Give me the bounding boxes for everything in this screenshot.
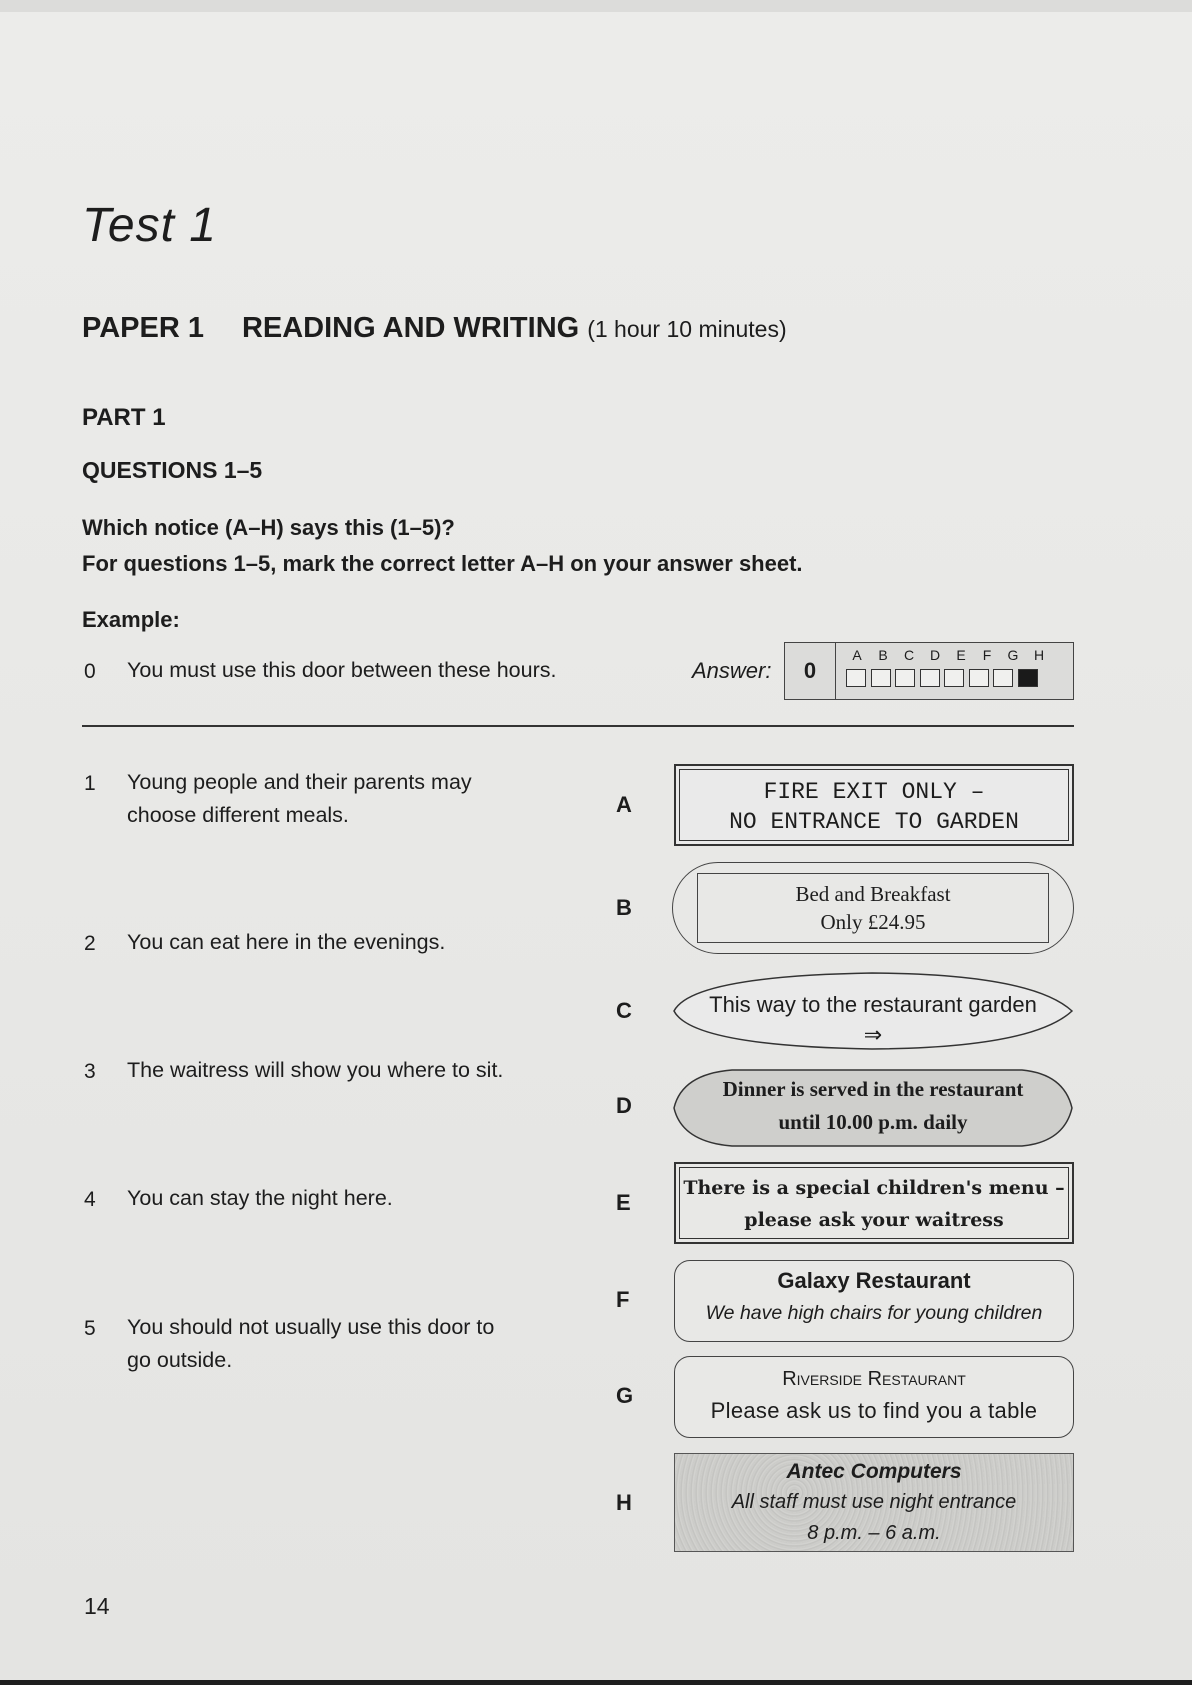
notice-b	[672, 862, 1074, 954]
answer-letter-h: H	[1033, 647, 1045, 663]
notice-letter-g: G	[616, 1383, 634, 1408]
answer-box-h-marked[interactable]	[1018, 669, 1038, 687]
notice-letter-f: F	[616, 1287, 630, 1312]
notice-b-line-2: Only £24.95	[820, 910, 926, 934]
question-5-text	[127, 1311, 494, 1377]
paper-duration: (1 hour 10 minutes)	[587, 316, 787, 342]
notice-a	[674, 764, 1074, 846]
paper-number: PAPER 1	[82, 312, 204, 344]
answer-box-e[interactable]	[944, 669, 964, 687]
divider	[82, 725, 1074, 727]
paper-name: READING AND WRITING	[241, 312, 580, 344]
notice-g-line-1: Riverside Restaurant	[782, 1368, 966, 1390]
notice-d-line-2: until 10.00 p.m. daily	[778, 1110, 968, 1134]
notice-c-arrow-icon: ⇒	[863, 1022, 883, 1047]
example-number: 0	[84, 660, 96, 683]
notice-a-line-2: NO ENTRANCE TO GARDEN	[729, 809, 1019, 835]
answer-box-a[interactable]	[846, 669, 866, 687]
notice-c-line-1: This way to the restaurant garden	[709, 992, 1037, 1017]
notice-b-line-1: Bed and Breakfast	[795, 882, 951, 906]
answer-box-f[interactable]	[969, 669, 989, 687]
notice-h-line-1: Antec Computers	[786, 1460, 962, 1483]
answer-letters	[844, 647, 1052, 663]
notice-letter-h: H	[616, 1490, 632, 1515]
notice-c	[672, 970, 1074, 1052]
question-1-text	[127, 766, 472, 832]
answer-letter-e: E	[956, 647, 966, 663]
answer-box-g[interactable]	[993, 669, 1013, 687]
page-number: 14	[84, 1593, 110, 1619]
question-4-text: You can stay the night here.	[127, 1186, 393, 1210]
notice-d	[672, 1066, 1074, 1150]
answer-letter-b: B	[878, 647, 888, 663]
notice-letter-e: E	[616, 1190, 631, 1215]
example-text: You must use this door between these hours.	[127, 658, 557, 682]
answer-box-c[interactable]	[895, 669, 915, 687]
notice-h-line-2: All staff must use night entrance	[731, 1491, 1017, 1513]
notice-d-line-1: Dinner is served in the restaurant	[722, 1077, 1024, 1101]
notice-e	[674, 1162, 1074, 1244]
question-number-2: 2	[84, 932, 96, 955]
answer-letter-d: D	[929, 647, 941, 663]
notice-f-line-2: We have high chairs for young children	[705, 1302, 1043, 1324]
answer-letter-a: A	[852, 647, 862, 663]
answer-letter-c: C	[903, 647, 915, 663]
notice-g-line-2: Please ask us to find you a table	[710, 1398, 1038, 1423]
notice-e-frame	[679, 1167, 1069, 1239]
notice-h	[674, 1453, 1074, 1552]
answer-letter-f: F	[982, 647, 992, 663]
paper-heading	[82, 312, 787, 345]
instruction-2: For questions 1–5, mark the correct letter A–H on your answer sheet.	[82, 551, 803, 576]
instruction-1: Which notice (A–H) says this (1–5)?	[82, 515, 455, 540]
notice-e-line-2: please ask your waitress	[744, 1209, 1004, 1231]
question-1-line-1: Young people and their parents may	[127, 770, 472, 794]
answer-number: 0	[785, 643, 836, 699]
notice-h-line-3: 8 p.m. – 6 a.m.	[807, 1522, 941, 1544]
question-number-5: 5	[84, 1317, 96, 1340]
question-2-text: You can eat here in the evenings.	[127, 930, 446, 954]
answer-grid	[836, 643, 1073, 699]
question-1-line-2: choose different meals.	[127, 803, 349, 827]
notice-g	[674, 1356, 1074, 1438]
notice-letter-b: B	[616, 895, 632, 920]
part-heading: PART 1	[82, 404, 166, 431]
page-title: Test 1	[82, 199, 217, 252]
answer-label: Answer:	[692, 658, 772, 683]
question-3-text: The waitress will show you where to sit.	[127, 1058, 504, 1082]
question-5-line-2: go outside.	[127, 1348, 233, 1372]
notice-b-frame	[697, 873, 1049, 943]
notice-a-line-1: FIRE EXIT ONLY –	[763, 779, 985, 805]
answer-box-b[interactable]	[871, 669, 891, 687]
question-number-3: 3	[84, 1060, 96, 1083]
notice-letter-a: A	[616, 792, 632, 817]
question-number-4: 4	[84, 1188, 96, 1211]
questions-heading: QUESTIONS 1–5	[82, 457, 263, 483]
question-5-line-1: You should not usually use this door to	[127, 1315, 495, 1339]
answer-checkboxes	[846, 669, 1042, 687]
question-number-1: 1	[84, 772, 96, 795]
example-label: Example:	[82, 607, 180, 632]
notice-f	[674, 1260, 1074, 1342]
notice-letter-c: C	[616, 998, 632, 1023]
answer-box-d[interactable]	[920, 669, 940, 687]
answer-letter-g: G	[1007, 647, 1019, 663]
notice-a-frame	[679, 769, 1069, 841]
notice-letter-d: D	[616, 1093, 632, 1118]
notice-f-line-1: Galaxy Restaurant	[777, 1268, 971, 1293]
notice-e-line-1: There is a special children's menu –	[683, 1177, 1065, 1199]
bottom-edge	[0, 1680, 1192, 1685]
answer-sheet-box	[784, 642, 1074, 700]
